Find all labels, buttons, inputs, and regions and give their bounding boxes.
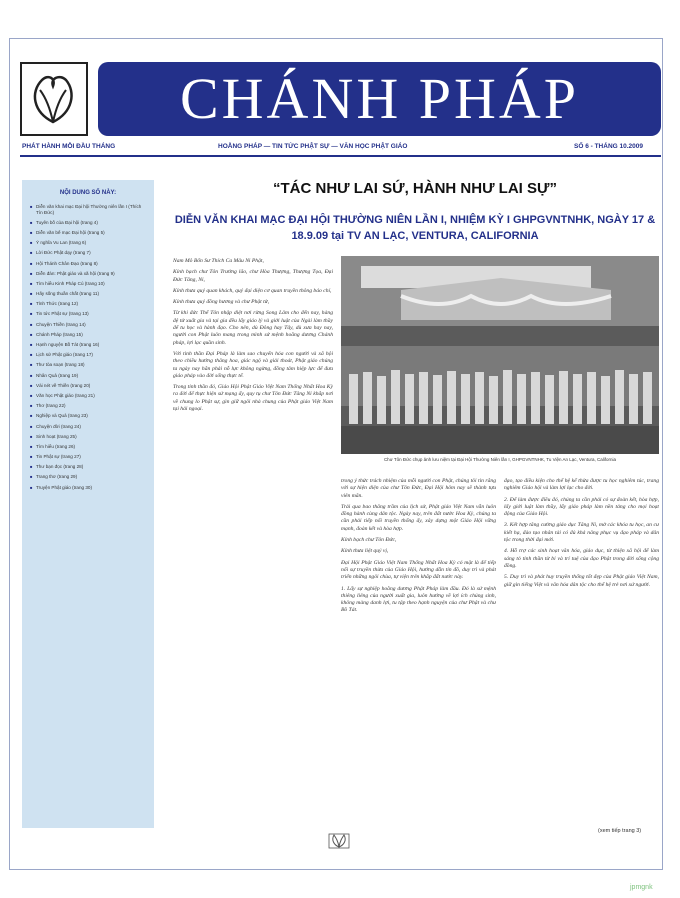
toc-item: ■ Trang thơ (trang 29): [30, 474, 148, 480]
toc-item: ■ Thư bạn đọc (trang 28): [30, 464, 148, 470]
toc-item: ■ Hạnh nguyện Bồ Tát (trang 16): [30, 342, 148, 348]
toc-heading: NỘI DUNG SỐ NÀY:: [59, 190, 117, 196]
article-paragraph: 5. Duy trì và phát huy truyền thống tốt đẹp của Phật giáo Việt Nam, giữ gìn tiếng Việt và văn hóa dân tộc cho thế hệ trẻ nơi xứ người.: [504, 574, 659, 588]
toc-item: ■ Lời Đức Phật dạy (trang 7): [30, 250, 148, 256]
article-paragraph: trong ý thức trách nhiệm của mỗi người con Phật, chúng tôi tin rằng với sự hiện diện của chư Tôn Đức, Đại Hội hôm nay sẽ thành tựu viên mãn.: [341, 478, 496, 499]
masthead-title: CHÁNH PHÁP: [179, 66, 579, 131]
publication-frequency: PHÁT HÀNH MỖI ĐẦU THÁNG: [22, 143, 116, 150]
toc-item: ■ Chuyện Thiền (trang 14): [30, 322, 148, 328]
toc-item: ■ Truyện Phật giáo (trang 30): [30, 485, 148, 491]
toc-item: ■ Tìm hiểu (trang 26): [30, 444, 148, 450]
toc-list: [22, 204, 154, 490]
toc-item: ■ Ý nghĩa Vu Lan (trang 6): [30, 240, 148, 246]
toc-item: ■ Thơ (trang 22): [30, 403, 148, 409]
toc-item: ■ Lịch sử Phật giáo (trang 17): [30, 352, 148, 358]
toc-item: ■ Diễn văn khai mạc Đại hội Thường niên lần I (Thích Tín Đức): [30, 204, 148, 215]
toc-item: ■ Chuyện đời (trang 24): [30, 424, 148, 430]
article-paragraph: 3. Kết hợp tăng cường giáo dục Tăng Ni, mở các khóa tu học, an cư kiết hạ, đào tạo nhân tài có đủ khả năng phục vụ đạo pháp và dân tộc trong thời đại mới.: [504, 522, 659, 544]
toc-item: ■ Tin Phật sự (trang 27): [30, 454, 148, 460]
article-column-1: [173, 258, 333, 823]
article-paragraph: đạo, tạo điều kiện cho thế hệ kế thừa được tu học nghiêm túc, trang nghiêm Giáo hội và làm lợi lạc cho đời.: [504, 478, 659, 492]
article-paragraph: 4. Hỗ trợ các sinh hoạt văn hóa, giáo dục, từ thiện xã hội để làm sáng tỏ tinh thần từ bi và trí tuệ của đạo Phật trong đời sống cộng đồng.: [504, 548, 659, 569]
article-subhead: DIỄN VĂN KHAI MẠC ĐẠI HỘI THƯỜNG NIÊN LẦN I, NHIỆM KỲ I GHPGVNTNHK, NGÀY 17 & 18.9.09 tại TV AN LẠC, VENTURA, CALIFORNIA: [174, 214, 656, 242]
toc-item: ■ Chánh Pháp (trang 15): [30, 332, 148, 338]
article-paragraph: Kính bạch chư Tôn Trưởng lão, chư Hòa Thượng, Thượng Tọa, Đại Đức Tăng, Ni,: [173, 269, 333, 283]
article-paragraph: Nam Mô Bổn Sư Thích Ca Mâu Ni Phật,: [173, 258, 264, 264]
article-paragraph: 1. Lấy sự nghiệp hoằng dương Phật Pháp làm đầu. Đó là sứ mệnh thiêng liêng của người xuất gia, luôn hướng về lợi ích chúng sinh, không màng danh lợi, tu tập theo hạnh nguyện của chư Phật và chư Bồ Tát.: [341, 585, 496, 614]
table-of-contents: [22, 180, 154, 828]
photo-caption: Chư Tôn Đức chụp ảnh lưu niệm tại Đại Hội Thường Niên lần I, GHPGVNTNHK, Tu Viện An Lạc, Ventura, California: [383, 457, 617, 462]
masthead-banner: [98, 62, 661, 136]
continued-note: (xem tiếp trang 3): [598, 828, 642, 834]
article-paragraph: 2. Để làm được điều đó, chúng ta cần phải có sự đoàn kết, hòa hợp, lấy giới luật làm thầy, lấy giáo pháp làm nền tảng cho mọi hoạt động của Giáo Hội.: [504, 496, 659, 518]
issue-number: SỐ 6 - THÁNG 10.2009: [574, 143, 643, 150]
logo: [20, 62, 88, 136]
toc-item: ■ Nghiệp và Quả (trang 23): [30, 413, 148, 419]
article-paragraph: Đại Hội Phật Giáo Việt Nam Thống Nhất Hoa Kỳ có mặt là để tiếp nối sự truyền thừa của Giáo Hội, hướng dẫn tín đồ, duy trì và phát triển những ngôi chùa, tự viện trên khắp đất nước này.: [341, 559, 496, 581]
toc-item: ■ Văn học Phật giáo (trang 21): [30, 393, 148, 399]
toc-item: ■ Nhân Quả (trang 19): [30, 373, 148, 379]
toc-item: ■ Hội Thánh Chân Đạo (trang 8): [30, 261, 148, 267]
toc-item: ■ Vài nét về Thiền (trang 20): [30, 383, 148, 389]
article-column-2: [341, 478, 496, 823]
lotus-icon: [328, 833, 350, 849]
toc-item: ■ Thư tòa soạn (trang 18): [30, 362, 148, 368]
watermark: jpmgnk: [630, 884, 653, 891]
article-column-3: [504, 478, 659, 823]
toc-item: ■ Sinh hoạt (trang 25): [30, 434, 148, 440]
toc-item: ■ Tỉnh Thức (trang 12): [30, 301, 148, 307]
toc-item: ■ Diễn văn bế mạc Đại hội (trang 5): [30, 230, 148, 236]
masthead-rule: [20, 155, 661, 157]
toc-item: ■ Tuyên bố của Đại hội (trang 4): [30, 220, 148, 226]
toc-item: ■ Tin tức Phật sự (trang 13): [30, 311, 148, 317]
event-photo: [341, 256, 659, 454]
article-headline: “TÁC NHƯ LAI SỨ, HÀNH NHƯ LAI SỰ”: [273, 180, 557, 197]
article-paragraph: Kính thưa quý quan khách, quý đại diện cơ quan truyền thông báo chí,: [173, 287, 332, 294]
toc-item: ■ Tìm hiểu Kinh Pháp Cú (trang 10): [30, 281, 148, 287]
article-paragraph: Với tinh thần Đại Pháp là làm sao chuyển hóa con người và xã hội theo chiều hướng thăng hoa, giác ngộ và giải thoát, Phật giáo chúng ta ngày nay hẳn phải nỗ lực không ngừng, đồng tâm hiệp lực để đưa giáo pháp vào đời sống thực tế.: [173, 350, 333, 379]
lotus-leaf-icon: [28, 72, 78, 126]
article-paragraph: Từ khi đức Thế Tôn nhập diệt nơi rừng Song Lâm cho đến nay, hàng đệ tử xuất gia và tại gia đều lấy giáo lý và giới luật của Ngài làm thầy để tu học và hành đạo. Cho nên, dù Đông hay Tây, dù xưa hay nay, người con Phật luôn mang trong mình sứ mệnh hoằng dương Chánh pháp, lợi lạc quần sinh.: [173, 310, 333, 346]
article-paragraph: Trải qua bao thăng trầm của lịch sử, Phật giáo Việt Nam vẫn luôn đồng hành cùng dân tộc. Ngày nay, trên đất nước Hoa Kỳ, chúng ta cần phải tiếp nối truyền thống ấy, xây dựng một Giáo Hội vững mạnh, đoàn kết và hòa hợp.: [341, 503, 496, 532]
masthead-sections: HOẰNG PHÁP — TIN TỨC PHẬT SỰ — VĂN HỌC PHẬT GIÁO: [218, 143, 408, 150]
article-paragraph: Kính bạch chư Tôn Đức,: [341, 537, 397, 544]
article-paragraph: Kính thưa liệt quý vị,: [341, 548, 389, 555]
article-paragraph: Trong tinh thần đó, Giáo Hội Phật Giáo Việt Nam Thống Nhất Hoa Kỳ ra đời để thực hiện sứ mạng ấy, quy tụ chư Tôn Đức Tăng Ni khắp nơi về chung lo Phật sự, gìn giữ ngôi nhà chung của Phật giáo Việt Nam tại hải ngoại.: [173, 384, 333, 413]
article-paragraph: Kính thưa quý đồng hương và chư Phật tử,: [173, 299, 270, 306]
toc-item: ■ Diễn đàn: Phật giáo và xã hội (trang 9): [30, 271, 148, 277]
toc-item: ■ Hãy sống thuần chất (trang 11): [30, 291, 148, 297]
